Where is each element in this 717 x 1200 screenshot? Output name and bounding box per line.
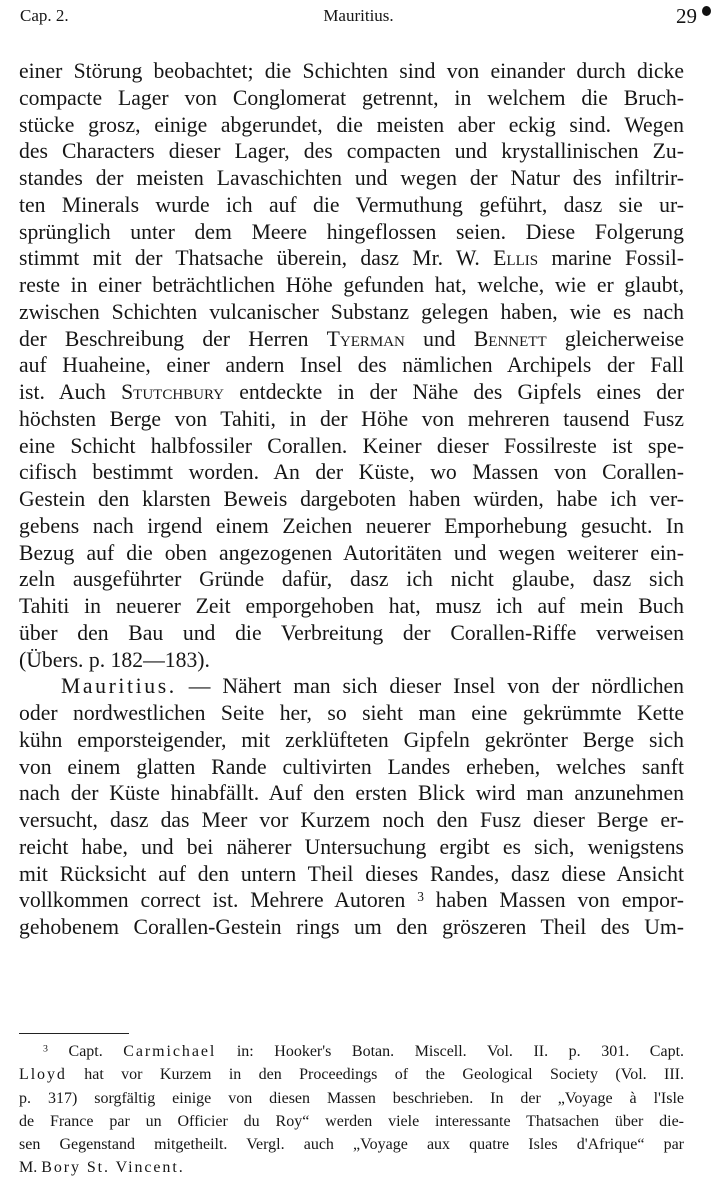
text-run: und [423, 326, 456, 351]
running-header [20, 6, 697, 36]
author-name-carmichael: Carmichael [123, 1043, 217, 1060]
footnote-line [19, 1063, 684, 1086]
text-line: gebens nach irgend einem Zeichen neuerer Emporhebung gesucht. In [19, 513, 684, 538]
text-line: kühn emporsteigender, mit zerklüfteten Gipfeln gekrönter Berge sich [19, 727, 684, 752]
chapter-label: Cap. 2. [20, 6, 69, 25]
ink-speck [702, 6, 711, 16]
text-run: entdeckte in der Nähe des Gipfels eines der [239, 380, 684, 404]
text-line: cifisch bestimmt worden. An der Küste, wo Massen von Corallen- [19, 460, 684, 485]
text-line: eine Schicht halbfossiler Corallen. Keiner dieser Fossilreste ist spe- [19, 433, 684, 458]
text-line: zwischen Schichten vulcanischer Substanz gelegen haben, wie es nach [19, 299, 684, 324]
footnote-line [19, 1156, 684, 1179]
footnote-marker: 3 [417, 889, 424, 905]
footnote [19, 1040, 684, 1180]
text-line: reicht habe, und bei näherer Untersuchung ergibt es sich, wenigstens [19, 834, 684, 859]
text-run: ist. Auch [19, 380, 106, 404]
text-line: über den Bau und die Verbreitung der Corallen-Riffe verweisen [19, 620, 684, 645]
text-line: (Übers. p. 182—183). [19, 647, 210, 672]
footnote-line: p. 317) sorgfältig einige von diesen Massen beschrieben. In der „Voyage à l'Isle [19, 1089, 684, 1107]
text-line: von einem glatten Rande cultivirten Landes erheben, welches sanft [19, 754, 684, 779]
text-run: — Nähert man sich dieser Insel von der nördlichen [188, 674, 685, 699]
page-number: 29 [676, 4, 697, 28]
section-heading-mauritius: Mauritius. [61, 674, 177, 699]
text-line: des Characters dieser Lager, des compacten und krystallinischen Zu- [19, 139, 684, 164]
text-line: Tahiti in neuerer Zeit emporgehoben hat, musz ich auf mein Buch [19, 594, 684, 618]
text-line: ten Minerals wurde ich auf die Vermuthung geführt, dasz sie ur- [19, 192, 684, 217]
author-name-lloyd: Lloyd [19, 1066, 67, 1084]
text-line: stücke grosz, einige abgerundet, die meisten aber eckig sind. Wegen [19, 112, 684, 137]
text-run: hat vor Kurzem in den Proceedings of the Geological Society (Vol. III. [84, 1066, 685, 1084]
text-line: mit Rücksicht auf den untern Theil dieses Randes, dasz diese Ansicht [19, 861, 684, 886]
text-line: nach der Küste hinabfällt. Auf den ersten Blick wird man anzunehmen [19, 781, 684, 806]
footnote-number: 3 [43, 1043, 48, 1055]
text-line: gehobenem Corallen-Gestein rings um den gröszeren Theil des Um- [19, 915, 684, 939]
text-line: sprünglich unter dem Meere hingeflossen seien. Diese Folgerung [19, 219, 684, 244]
main-text [19, 58, 684, 941]
text-run: in: Hooker's Botan. Miscell. Vol. II. p. 301. Capt. [236, 1043, 685, 1060]
footnote-line: sen Gegenstand mitgetheilt. Vergl. auch „Voyage aux quatre Isles d'Afrique“ par [19, 1136, 684, 1154]
text-line: compacte Lager von Conglomerat getrennt, in welchem die Bruch- [19, 85, 684, 110]
text-run: der Beschreibung der Herren [19, 326, 309, 351]
author-name-bory: Bory St. Vincent. [41, 1159, 185, 1177]
footnote-line [19, 1040, 684, 1063]
text-line: Gestein den klarsten Beweis dargeboten haben würden, habe ich ver- [19, 487, 684, 511]
text-line [19, 673, 684, 700]
text-line: versucht, dasz das Meer vor Kurzem noch den Fusz dieser Berge er- [19, 808, 684, 832]
text-run: Capt. [68, 1043, 103, 1060]
text-line [19, 326, 684, 353]
text-line: oder nordwestlichen Seite her, so sieht man eine gekrümmte Kette [19, 701, 684, 725]
text-line: auf Huaheine, einer andern Insel des nämlichen Archipels der Fall [19, 353, 684, 378]
text-line [19, 245, 684, 272]
running-title: Mauritius. [323, 6, 394, 25]
text-run: gleicherweise [564, 326, 685, 351]
text-run: vollkommen correct ist. Mehrere Autoren [19, 888, 406, 913]
footnote-line: de France par un Officier du Roy“ werden viele interessante Thatsachen über die- [19, 1112, 684, 1130]
author-name-stutchbury: Stutchbury [121, 380, 224, 404]
text-line: standes der meisten Lavaschichten und wegen der Natur des infiltrir- [19, 166, 684, 190]
text-line: reste in einer beträchtlichen Höhe gefunden hat, welche, wie er glaubt, [19, 273, 684, 297]
text-line: zeln ausgeführter Gründe dafür, dasz ich nicht glaube, dasz sich [19, 567, 684, 592]
text-run: M. [19, 1159, 38, 1177]
text-run: stimmt mit der Thatsache überein, dasz Mr. W. [19, 246, 480, 271]
text-line: einer Störung beobachtet; die Schichten sind von einander durch dicke [19, 59, 684, 83]
text-line: höchsten Berge von Tahiti, in der Höhe von mehreren tausend Fusz [19, 406, 684, 431]
text-run: marine Fossil- [551, 246, 685, 271]
author-name-bennett: Bennett [473, 326, 547, 351]
footnote-rule [19, 1033, 129, 1034]
author-name-tyerman: Tyerman [326, 326, 405, 351]
text-line: Bezug auf die oben angezogenen Autoritäten und wegen weiterer ein- [19, 540, 684, 565]
text-line [19, 379, 684, 406]
text-run: haben Massen von empor- [435, 888, 684, 913]
author-name-ellis: Ellis [493, 246, 539, 271]
text-line [19, 887, 684, 914]
